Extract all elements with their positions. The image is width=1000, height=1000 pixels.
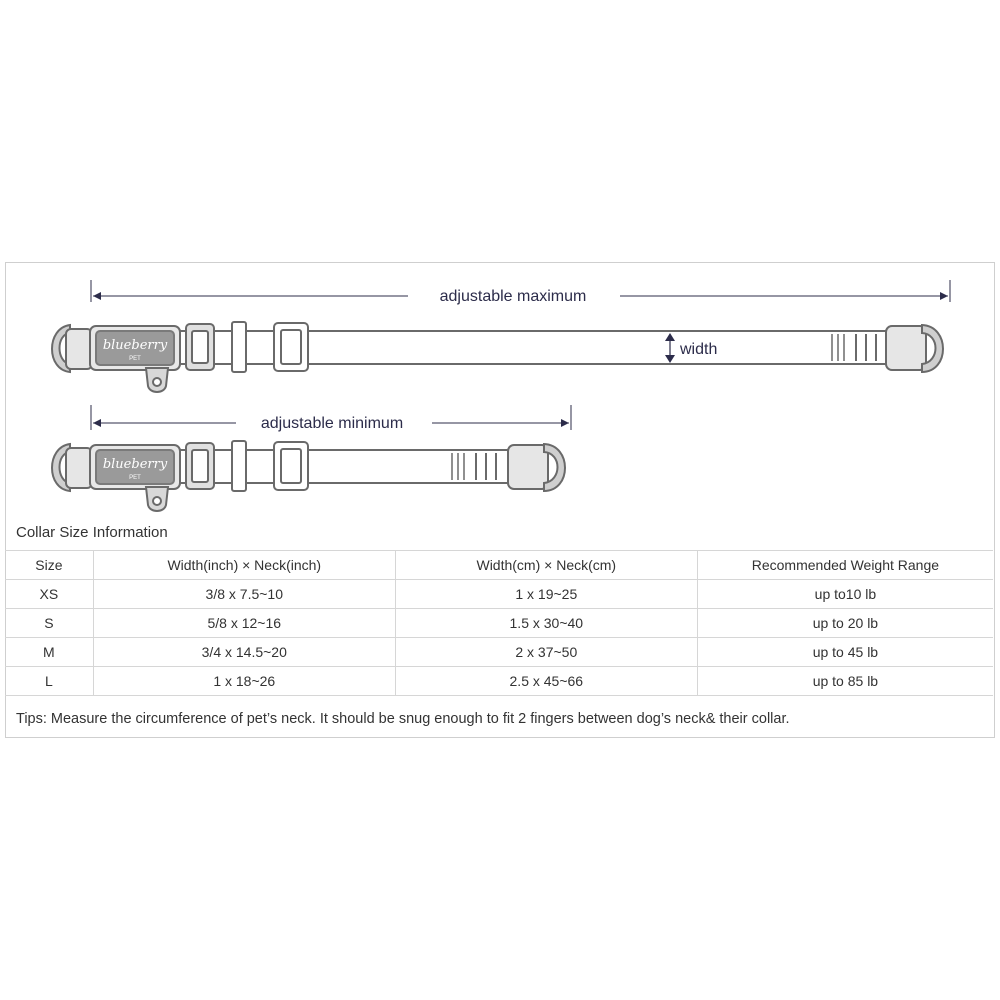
collar-max [52,322,943,392]
cell-size: M [5,638,93,667]
cell-cm: 1 x 19~25 [395,580,697,609]
size-table [5,550,993,696]
header-size: Size [5,551,93,580]
brand-logo-min: blueberry [102,457,168,472]
section-title: Collar Size Information [16,524,168,541]
brand-sub-max: PET [129,356,141,362]
clip [886,326,926,370]
tips-text: Tips: Measure the circumference of pet’s neck. It should be snug enough to fit 2 fingers between dog’s neck& their collar. [16,711,790,727]
table-row [5,580,993,609]
cell-weight: up to10 lb [697,580,993,609]
cell-weight: up to 20 lb [697,609,993,638]
cell-inch: 5/8 x 12~16 [93,609,395,638]
cell-inch: 3/4 x 14.5~20 [93,638,395,667]
cell-size: L [5,667,93,696]
header-weight: Recommended Weight Range [697,551,993,580]
cell-size: XS [5,580,93,609]
cell-cm: 1.5 x 30~40 [395,609,697,638]
table-header-row [5,551,993,580]
brand-logo-max: blueberry [102,338,168,353]
cell-weight: up to 45 lb [697,638,993,667]
table-row [5,609,993,638]
cell-cm: 2.5 x 45~66 [395,667,697,696]
cell-inch: 3/8 x 7.5~10 [93,580,395,609]
clip [508,445,548,489]
table-row [5,667,993,696]
width-label: width [680,341,718,358]
cell-weight: up to 85 lb [697,667,993,696]
header-inch: Width(inch) × Neck(inch) [93,551,395,580]
table-row [5,638,993,667]
max-dimension-label: adjustable maximum [439,288,587,305]
brand-sub-min: PET [129,475,141,481]
cell-size: S [5,609,93,638]
cell-inch: 1 x 18~26 [93,667,395,696]
min-dimension-label: adjustable minimum [260,415,404,432]
cell-cm: 2 x 37~50 [395,638,697,667]
header-cm: Width(cm) × Neck(cm) [395,551,697,580]
